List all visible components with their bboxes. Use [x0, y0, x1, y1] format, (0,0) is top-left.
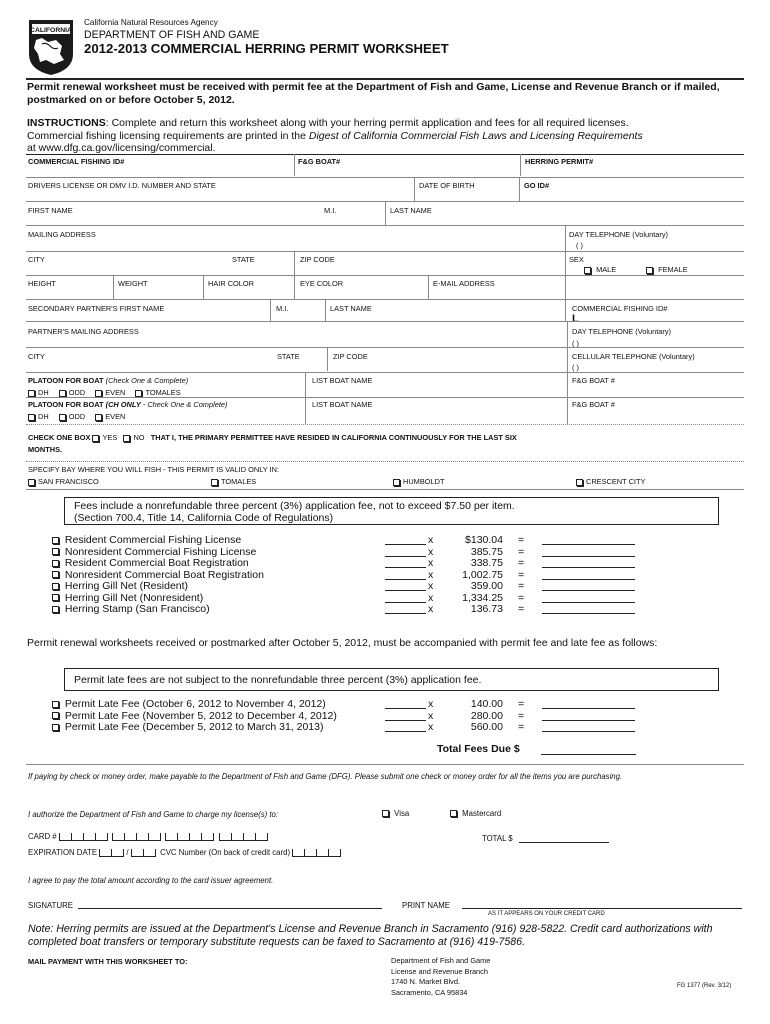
- card-number-row: [28, 832, 272, 841]
- sex-label: SEX: [569, 255, 584, 264]
- commercial-fishing-id-field[interactable]: [28, 166, 290, 176]
- bay-crescent-city-checkbox[interactable]: [576, 479, 583, 486]
- card-number-label: CARD #: [28, 832, 57, 841]
- as-appears-note: AS IT APPEARS ON YOUR CREDIT CARD: [488, 911, 605, 917]
- platoon-2-even-checkbox[interactable]: [95, 414, 102, 421]
- header-divider: [26, 78, 744, 80]
- fee-item-price: $130.04: [465, 534, 503, 546]
- platoon-1-heading: [28, 376, 188, 385]
- late-fee-item-amount-field[interactable]: [542, 699, 635, 709]
- partner-address-label: PARTNER'S MAILING ADDRESS: [28, 327, 139, 336]
- fee-item-times-sign: x: [428, 568, 434, 581]
- bay-crescent-city-label: CRESCENT CITY: [586, 477, 646, 486]
- platoon-1-tomales-label: TOMALES: [145, 388, 181, 397]
- fee-item-times-sign: x: [428, 591, 434, 604]
- partner-day-telephone-label: DAY TELEPHONE (Voluntary): [572, 327, 671, 336]
- fee-item-checkbox[interactable]: [52, 583, 59, 590]
- platoon-1-tomales-checkbox[interactable]: [135, 390, 142, 397]
- address-line-3: 1740 N. Market Blvd.: [391, 977, 461, 986]
- fee-item-checkbox[interactable]: [52, 537, 59, 544]
- secondary-first-name-label: SECONDARY PARTNER'S FIRST NAME: [28, 304, 165, 313]
- total-fees-field[interactable]: [541, 744, 636, 755]
- late-fee-item-price: 140.00: [470, 698, 503, 710]
- partner-day-telephone-area[interactable]: ( ): [572, 339, 579, 348]
- print-name-label: PRINT NAME: [402, 901, 450, 910]
- late-fee-item-label: Permit Late Fee (December 5, 2012 to March 31, 2013): [64, 721, 324, 733]
- fees-note-line2: (Section 700.4, Title 14, California Code of Regulations): [74, 512, 334, 524]
- late-fee-item-row: [52, 710, 337, 722]
- bay-humboldt-checkbox[interactable]: [393, 479, 400, 486]
- platoon-1-label: PLATOON FOR BOAT: [28, 376, 104, 385]
- fee-item-price: 1,334.25: [462, 591, 503, 604]
- fee-item-row: [52, 557, 249, 569]
- fee-item-checkbox[interactable]: [52, 548, 59, 555]
- platoon-1-note: (Check One & Complete): [105, 376, 189, 385]
- card-total-label: TOTAL $: [482, 834, 513, 843]
- platoon-2-note: - Check One & Complete): [140, 400, 228, 409]
- late-fee-note: Permit late fees are not subject to the nonrefundable three percent (3%) application fee.: [74, 674, 482, 686]
- fee-item-amount-field[interactable]: [542, 535, 635, 545]
- fee-item-quantity-field[interactable]: [385, 593, 426, 603]
- late-fee-item-amount-field[interactable]: [542, 711, 635, 721]
- partner-zip-label: ZIP CODE: [333, 352, 368, 361]
- partner-state-label: STATE: [277, 352, 300, 361]
- fee-item-label: Nonresident Commercial Fishing License: [64, 545, 257, 558]
- fee-item-amount-field[interactable]: [542, 558, 635, 568]
- platoon-2-even-label: EVEN: [105, 412, 126, 421]
- secondary-cfid-label: COMMERCIAL FISHING ID#: [572, 304, 668, 313]
- cvc-field[interactable]: [292, 848, 341, 857]
- residency-no-checkbox[interactable]: [123, 435, 130, 442]
- fee-item-checkbox[interactable]: [52, 594, 59, 601]
- bay-san-francisco-label: SAN FRANCISCO: [38, 477, 99, 486]
- instructions-url: at www.dfg.ca.gov/licensing/commercial.: [27, 142, 216, 154]
- footer-note: Note: Herring permits are issued at the Department's License and Revenue Branch in Sacramento (916) 928-5822. Credit card authorizations with completed boat transfers or temporary substitute requests can be faxed to Sacramento at (916) 419-7586.: [28, 923, 713, 948]
- hair-color-label: HAIR COLOR: [208, 279, 254, 288]
- sex-male-option[interactable]: [584, 265, 616, 274]
- platoon-2-odd-label: ODD: [68, 412, 86, 421]
- late-fee-item-amount-field[interactable]: [542, 722, 635, 732]
- dob-label: DATE OF BIRTH: [419, 181, 475, 190]
- first-name-label: FIRST NAME: [28, 206, 73, 215]
- fee-item-amount-field[interactable]: [542, 570, 635, 580]
- late-fee-item-checkbox[interactable]: [52, 724, 59, 731]
- go-id-label: GO ID#: [524, 181, 550, 190]
- female-label: FEMALE: [658, 265, 688, 274]
- fee-item-amount-field[interactable]: [542, 547, 635, 557]
- fg-boat-label: F&G BOAT#: [298, 157, 341, 166]
- female-checkbox[interactable]: [646, 267, 653, 274]
- grid-line: [26, 154, 744, 155]
- bay-tomales-checkbox[interactable]: [211, 479, 218, 486]
- signature-label: SIGNATURE: [28, 901, 73, 910]
- cellular-telephone-label: CELLULAR TELEPHONE (Voluntary): [572, 352, 695, 361]
- check-payment-note: If paying by check or money order, make payable to the Department of Fish and Game (DFG). Please submit one check or money order for all the items you are purchasing.: [28, 772, 623, 781]
- platoon-1-fg-boat-label: F&G BOAT #: [572, 376, 615, 385]
- instructions-text2: Commercial fishing licensing requirements are printed in the: [27, 129, 309, 142]
- agree-text: I agree to pay the total amount according to the card issuer agreement.: [28, 876, 274, 885]
- sex-female-option[interactable]: [646, 265, 688, 274]
- fee-item-checkbox[interactable]: [52, 571, 59, 578]
- fee-item-label: Resident Commercial Boat Registration: [64, 557, 249, 569]
- bay-san-francisco-option[interactable]: [28, 477, 99, 486]
- card-number-field[interactable]: [59, 832, 272, 841]
- mastercard-option[interactable]: [450, 809, 501, 818]
- state-label: STATE: [232, 255, 255, 264]
- expiration-label: EXPIRATION DATE: [28, 848, 98, 857]
- fee-item-label: Herring Stamp (San Francisco): [64, 603, 210, 615]
- expiration-field[interactable]: [99, 848, 156, 857]
- fee-item-price: 338.75: [470, 557, 503, 569]
- late-fee-item-equals-sign: =: [518, 698, 525, 710]
- platoon-2-label: PLATOON FOR BOAT: [28, 400, 104, 409]
- day-telephone-area[interactable]: ( ): [576, 241, 583, 250]
- bay-tomales-option[interactable]: [211, 477, 256, 486]
- visa-option[interactable]: [382, 809, 409, 818]
- last-name-label: LAST NAME: [390, 206, 432, 215]
- mi-label: M.I.: [324, 206, 337, 215]
- page-title: 2012-2013 COMMERCIAL HERRING PERMIT WORKSHEET: [84, 41, 449, 56]
- platoon-2-ch-only: (CH ONLY: [105, 400, 141, 409]
- late-fee-item-equals-sign: =: [518, 709, 525, 722]
- state-seal-logo: [26, 18, 76, 76]
- fee-item-price: 359.00: [470, 580, 503, 592]
- digest-title: Digest of California Commercial Fish Laws and Licensing Requirements: [308, 129, 643, 142]
- male-checkbox[interactable]: [584, 267, 591, 274]
- instructions: [27, 117, 745, 155]
- platoon-2-options: [28, 412, 125, 421]
- signature-field[interactable]: [78, 900, 382, 909]
- fee-item-amount-field[interactable]: [542, 593, 635, 603]
- late-fee-item-equals-sign: =: [518, 721, 525, 733]
- address-line-1: Department of Fish and Game: [391, 956, 491, 965]
- fee-item-amount-field[interactable]: [542, 604, 635, 614]
- fee-item-equals-sign: =: [518, 568, 525, 581]
- fee-item-row: [52, 603, 210, 615]
- fee-item-checkbox[interactable]: [52, 560, 59, 567]
- agency-name: California Natural Resources Agency: [84, 18, 218, 27]
- cvc-label: CVC Number (On back of credit card): [160, 848, 291, 857]
- fee-item-checkbox[interactable]: [52, 606, 59, 613]
- bay-tomales-label: TOMALES: [221, 477, 257, 486]
- bay-crescent-city-option[interactable]: [576, 477, 645, 486]
- platoon-1-odd-checkbox[interactable]: [59, 390, 66, 397]
- drivers-license-label: DRIVERS LICENSE OR DMV I.D. NUMBER AND STATE: [28, 181, 216, 190]
- fee-item-row: [52, 569, 264, 581]
- fee-item-quantity-field[interactable]: [385, 535, 426, 545]
- mail-payment-label: MAIL PAYMENT WITH THIS WORKSHEET TO:: [28, 957, 188, 966]
- commercial-fishing-id-label: COMMERCIAL FISHING ID#: [28, 157, 125, 166]
- fee-item-equals-sign: =: [518, 580, 525, 592]
- residency-label: CHECK ONE BOX: [28, 433, 91, 442]
- fee-item-times-sign: x: [428, 603, 434, 615]
- expiration-row: [28, 848, 341, 857]
- fee-item-price: 1,002.75: [462, 568, 503, 581]
- fee-item-label: Resident Commercial Fishing License: [64, 534, 242, 546]
- bay-humboldt-option[interactable]: [393, 477, 444, 486]
- visa-label: Visa: [394, 809, 410, 818]
- fee-item-times-sign: x: [428, 534, 434, 546]
- fee-item-times-sign: x: [428, 580, 434, 592]
- fee-item-quantity-field[interactable]: [385, 604, 426, 614]
- herring-permit-label: HERRING PERMIT#: [525, 157, 594, 166]
- height-label: HEIGHT: [28, 279, 56, 288]
- fee-item-quantity-field[interactable]: [385, 547, 426, 557]
- bay-san-francisco-checkbox[interactable]: [28, 479, 35, 486]
- platoon-1-boat-name-label: LIST BOAT NAME: [312, 376, 373, 385]
- residency-yes-label: YES: [102, 433, 118, 442]
- residency-statement: [28, 432, 744, 456]
- platoon-1-dh-label: DH: [38, 388, 49, 397]
- platoon-2-odd-checkbox[interactable]: [59, 414, 66, 421]
- renewal-notice: Permit renewal worksheet must be received with permit fee at the Department of Fish and Game, License and Revenue Branch or if mailed, postmarked on or before October 5, 2012.: [27, 81, 720, 106]
- platoon-2-boat-name-label: LIST BOAT NAME: [312, 400, 373, 409]
- late-fee-item-price: 560.00: [470, 721, 503, 733]
- residency-yes-checkbox[interactable]: [92, 435, 99, 442]
- late-fee-item-quantity-field[interactable]: [385, 711, 426, 721]
- expiration-slash: /: [126, 848, 129, 857]
- zip-label: ZIP CODE: [300, 255, 335, 264]
- fee-item-row: [52, 592, 203, 604]
- mailing-address-label: MAILING ADDRESS: [28, 230, 96, 239]
- fee-item-row: [52, 546, 256, 558]
- late-fee-item-row: [52, 698, 326, 710]
- city-label: CITY: [28, 255, 45, 264]
- platoon-2-dh-checkbox[interactable]: [28, 414, 35, 421]
- fee-item-equals-sign: =: [518, 591, 525, 604]
- secondary-cfid-prefix: L: [572, 313, 579, 325]
- fee-item-equals-sign: =: [518, 603, 525, 615]
- mastercard-checkbox[interactable]: [450, 810, 457, 817]
- fee-item-quantity-field[interactable]: [385, 570, 426, 580]
- platoon-1-options: [28, 388, 181, 397]
- late-fee-item-quantity-field[interactable]: [385, 722, 426, 732]
- fee-item-equals-sign: =: [518, 545, 525, 558]
- fee-item-price: 385.75: [470, 545, 503, 558]
- late-fee-item-checkbox[interactable]: [52, 712, 59, 719]
- fee-item-quantity-field[interactable]: [385, 581, 426, 591]
- male-label: MALE: [596, 265, 617, 274]
- address-line-4: Sacramento, CA 95834: [391, 987, 468, 997]
- fee-item-equals-sign: =: [518, 557, 525, 569]
- address-line-2: License and Revenue Branch: [391, 966, 488, 976]
- platoon-1-odd-label: ODD: [68, 388, 86, 397]
- bay-humboldt-label: HUMBOLDT: [403, 477, 445, 486]
- department-name: DEPARTMENT OF FISH AND GAME: [84, 29, 260, 41]
- fee-item-row: [52, 534, 241, 546]
- card-total-field[interactable]: [519, 834, 609, 843]
- residency-no-label: NO: [133, 433, 145, 442]
- cellular-telephone-area[interactable]: ( ): [572, 363, 579, 372]
- secondary-mi-label: M.I.: [276, 304, 289, 313]
- fee-item-label: Herring Gill Net (Nonresident): [64, 591, 204, 604]
- secondary-last-name-label: LAST NAME: [330, 304, 372, 313]
- late-fee-item-label: Permit Late Fee (November 5, 2012 to December 4, 2012): [64, 709, 337, 722]
- fee-item-row: [52, 580, 188, 592]
- late-fee-intro: Permit renewal worksheets received or postmarked after October 5, 2012, must be accompanied with permit fee and late fee as follows:: [27, 637, 658, 649]
- mastercard-label: Mastercard: [462, 809, 502, 818]
- platoon-1-even-checkbox[interactable]: [95, 390, 102, 397]
- weight-label: WEIGHT: [118, 279, 148, 288]
- fee-item-quantity-field[interactable]: [385, 558, 426, 568]
- print-name-field[interactable]: [462, 900, 742, 909]
- fee-item-label: Nonresident Commercial Boat Registration: [64, 568, 264, 581]
- fees-note-line1: Fees include a nonrefundable three percent (3%) application fee, not to exceed $7.50 per item.: [74, 500, 515, 512]
- platoon-1-dh-checkbox[interactable]: [28, 390, 35, 397]
- day-telephone-label: DAY TELEPHONE (Voluntary): [569, 230, 668, 239]
- late-fee-item-price: 280.00: [470, 709, 503, 722]
- eye-color-label: EYE COLOR: [300, 279, 344, 288]
- late-fee-item-checkbox[interactable]: [52, 701, 59, 708]
- fee-item-amount-field[interactable]: [542, 581, 635, 591]
- late-fee-item-label: Permit Late Fee (October 6, 2012 to November 4, 2012): [64, 698, 326, 710]
- platoon-2-heading: [28, 400, 227, 409]
- authorize-text: I authorize the Department of Fish and Game to charge my license(s) to:: [28, 810, 279, 819]
- late-fee-item-row: [52, 721, 323, 733]
- platoon-1-even-label: EVEN: [105, 388, 126, 397]
- visa-checkbox[interactable]: [382, 810, 389, 817]
- fee-item-label: Herring Gill Net (Resident): [64, 580, 189, 592]
- fee-item-price: 136.73: [470, 603, 503, 615]
- late-fee-item-times-sign: x: [428, 721, 434, 733]
- platoon-2-fg-boat-label: F&G BOAT #: [572, 400, 615, 409]
- late-fee-item-times-sign: x: [428, 709, 434, 722]
- platoon-2-dh-label: DH: [38, 412, 49, 421]
- residency-text-months: MONTHS.: [28, 445, 63, 454]
- fee-item-times-sign: x: [428, 557, 434, 569]
- residency-text: THAT I, THE PRIMARY PERMITTEE HAVE RESIDED IN CALIFORNIA CONTINUOUSLY FOR THE LAST SIX: [150, 433, 517, 442]
- instructions-text1: : Complete and return this worksheet along with your herring permit application and fees for all required licenses.: [105, 117, 629, 129]
- fee-item-equals-sign: =: [518, 534, 525, 546]
- late-fee-item-times-sign: x: [428, 698, 434, 710]
- late-fee-item-quantity-field[interactable]: [385, 699, 426, 709]
- email-label: E-MAIL ADDRESS: [433, 279, 495, 288]
- total-fees-label: Total Fees Due $: [437, 743, 520, 755]
- bay-label: SPECIFY BAY WHERE YOU WILL FISH - THIS PERMIT IS VALID ONLY IN:: [28, 465, 280, 474]
- instructions-label: INSTRUCTIONS: [27, 117, 106, 129]
- partner-city-label: CITY: [28, 352, 45, 361]
- seal-label: CALIFORNIA: [30, 27, 72, 34]
- fee-item-times-sign: x: [428, 545, 434, 558]
- form-id: FG 1377 (Rev. 3/12): [677, 983, 732, 989]
- mailing-address-block: [391, 956, 490, 998]
